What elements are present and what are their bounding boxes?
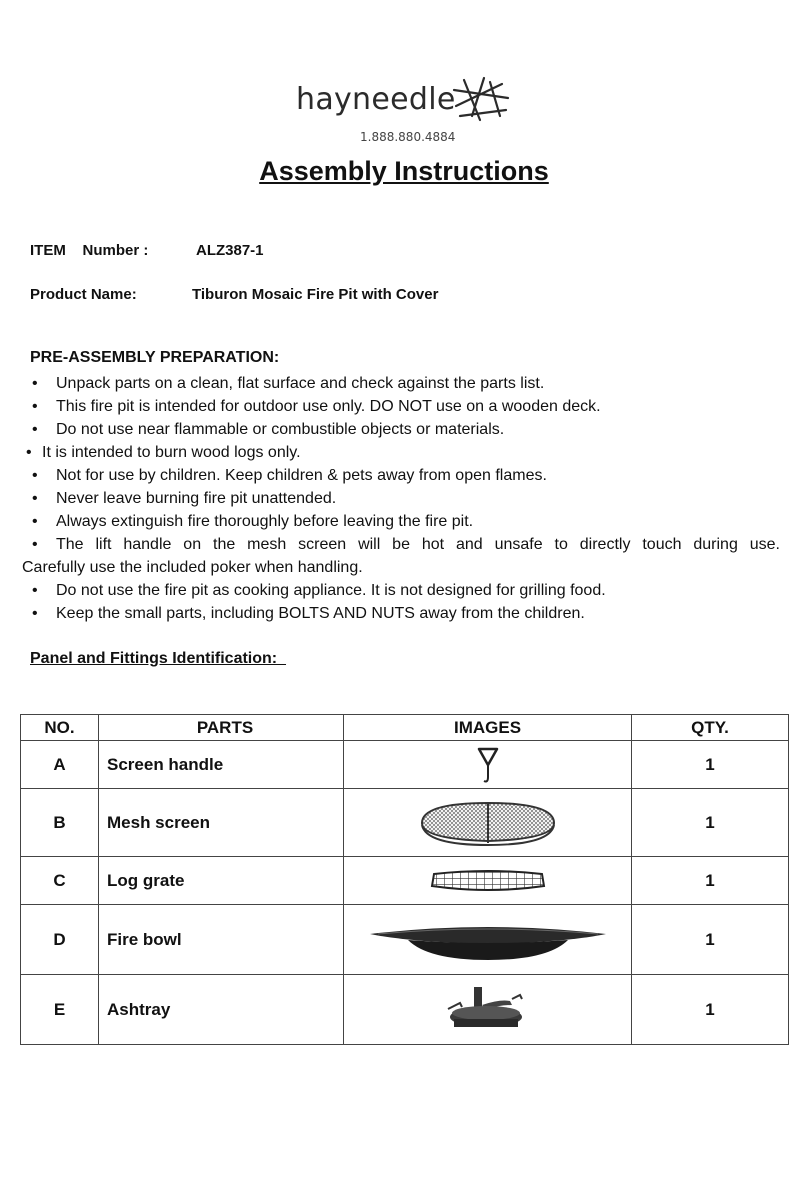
part-name: Fire bowl: [99, 905, 344, 975]
item-number-row: [30, 242, 264, 259]
ashtray-image: [440, 983, 536, 1037]
panel-fittings-heading: Panel and Fittings Identification:: [30, 650, 287, 667]
part-no: D: [21, 905, 99, 975]
pre-assembly-list: [22, 372, 780, 625]
list-item: • Keep the small parts, including BOLTS AND NUTS away from the children.: [22, 602, 780, 625]
list-item: • Do not use near flammable or combustible objects or materials.: [22, 418, 780, 441]
needle-cross-icon: [450, 76, 512, 122]
part-name: Screen handle: [99, 741, 344, 789]
header-qty: QTY.: [632, 715, 789, 741]
header-images: IMAGES: [344, 715, 632, 741]
part-no: E: [21, 975, 99, 1045]
part-qty: 1: [632, 975, 789, 1045]
screen-handle-image: [473, 745, 503, 785]
part-image-cell: [344, 741, 632, 789]
part-image-cell: [344, 905, 632, 975]
part-name: Mesh screen: [99, 789, 344, 857]
header-no: NO.: [21, 715, 99, 741]
mesh-screen-image: [418, 797, 558, 849]
list-item: • Unpack parts on a clean, flat surface and check against the parts list.: [22, 372, 780, 395]
phone-number: 1.888.880.4884: [360, 130, 456, 144]
list-item: • This fire pit is intended for outdoor use only. DO NOT use on a wooden deck.: [22, 395, 780, 418]
part-name: Log grate: [99, 857, 344, 905]
list-item-continuation: Carefully use the included poker when handling.: [22, 559, 363, 576]
fire-bowl-image: [368, 916, 608, 964]
part-image-cell: [344, 789, 632, 857]
part-qty: 1: [632, 789, 789, 857]
item-number-label: ITEM Number :: [30, 242, 149, 259]
part-no: C: [21, 857, 99, 905]
parts-table: [20, 714, 789, 1045]
product-name-row: [30, 286, 439, 303]
brand-name: hayneedle: [296, 82, 456, 117]
list-item: • The lift handle on the mesh screen will be hot and unsafe to directly touch during use.: [22, 533, 780, 556]
list-item: • Never leave burning fire pit unattended.: [22, 487, 780, 510]
list-item: • It is intended to burn wood logs only.: [22, 441, 780, 464]
part-qty: 1: [632, 905, 789, 975]
part-qty: 1: [632, 741, 789, 789]
part-name: Ashtray: [99, 975, 344, 1045]
product-name-value: Tiburon Mosaic Fire Pit with Cover: [192, 286, 439, 303]
part-no: A: [21, 741, 99, 789]
part-qty: 1: [632, 857, 789, 905]
table-row: [21, 905, 789, 975]
table-row: [21, 975, 789, 1045]
product-name-label: Product Name:: [30, 286, 137, 303]
pre-assembly-heading: PRE-ASSEMBLY PREPARATION:: [30, 349, 280, 366]
list-item: • Not for use by children. Keep children & pets away from open flames.: [22, 464, 780, 487]
part-image-cell: [344, 975, 632, 1045]
page-title: Assembly Instructions: [259, 156, 549, 186]
list-item: • Do not use the fire pit as cooking appliance. It is not designed for grilling food.: [22, 579, 780, 602]
header-parts: PARTS: [99, 715, 344, 741]
item-number-value: ALZ387-1: [196, 242, 264, 259]
brand-logo: [296, 80, 526, 124]
part-image-cell: [344, 857, 632, 905]
list-item: • Always extinguish fire thoroughly before leaving the fire pit.: [22, 510, 780, 533]
log-grate-image: [428, 866, 548, 896]
table-row: [21, 857, 789, 905]
table-row: [21, 789, 789, 857]
table-row: [21, 741, 789, 789]
table-header-row: [21, 715, 789, 741]
part-no: B: [21, 789, 99, 857]
